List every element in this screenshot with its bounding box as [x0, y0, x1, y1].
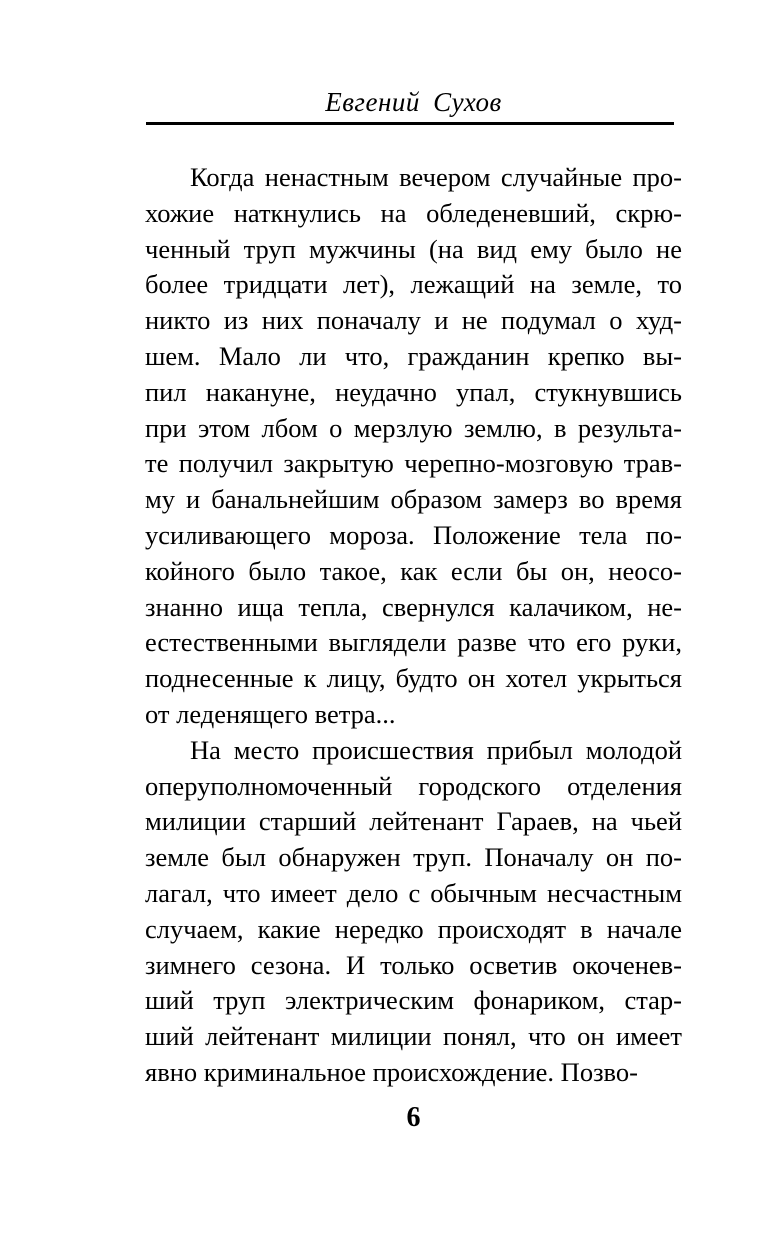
text-line: от леденящего ветра...: [145, 698, 396, 729]
text-line: На место происшествия прибыл молодой: [190, 734, 682, 765]
text-line: оперуполномоченный городского отделения: [145, 770, 682, 801]
text-line: ченный труп мужчины (на вид ему было не: [145, 233, 682, 264]
text-line: шем. Мало ли что, гражданин крепко вы-: [145, 340, 682, 371]
text-line: земле был обнаружен труп. Поначалу он по-: [145, 842, 682, 873]
text-line: более тридцати лет), лежащий на земле, то: [145, 269, 682, 300]
page-number: 6: [406, 1102, 421, 1133]
text-line: Когда ненастным вечером случайные про-: [190, 162, 682, 192]
text-line: усиливающего мороза. Положение тела по-: [145, 519, 682, 550]
text-line: ший труп электрическим фонариком, стар-: [145, 985, 682, 1016]
text-line: пил накануне, неудачно упал, стукнувшись: [145, 376, 682, 407]
text-line: му и банальнейшим образом замерз во время: [145, 484, 682, 515]
text-line: ший лейтенант милиции понял, что он имеет: [145, 1021, 682, 1052]
text-line: случаем, какие нередко происходят в начале: [145, 913, 682, 944]
text-line: естественными выглядели разве что его руки,: [145, 627, 682, 658]
text-line: никто из них поначалу и не подумал о худ-: [145, 305, 682, 336]
running-head-author: Евгений Сухов: [325, 87, 502, 117]
text-line: при этом лбом о мерзлую землю, в результа-: [145, 412, 682, 443]
header-rule: [146, 122, 674, 125]
text-line: хожие наткнулись на обледеневший, скрю-: [145, 197, 682, 228]
text-line: лагал, что имеет дело с обычным несчастным: [145, 877, 682, 908]
text-line: те получил закрытую черепно-мозговую трав-: [145, 448, 682, 479]
text-line: знанно ища тепла, свернулся калачиком, не-: [145, 591, 682, 622]
text-line: явно криминальное происхождение. Позво-: [145, 1056, 638, 1087]
text-line: зимнего сезона. И только осветив окоченев-: [145, 949, 682, 980]
body-text: [145, 160, 682, 1091]
text-line: койного было такое, как если бы он, неосо-: [145, 555, 682, 586]
text-line: поднесенные к лицу, будто он хотел укрыться: [145, 663, 682, 694]
text-line: милиции старший лейтенант Гараев, на чьей: [145, 806, 682, 837]
